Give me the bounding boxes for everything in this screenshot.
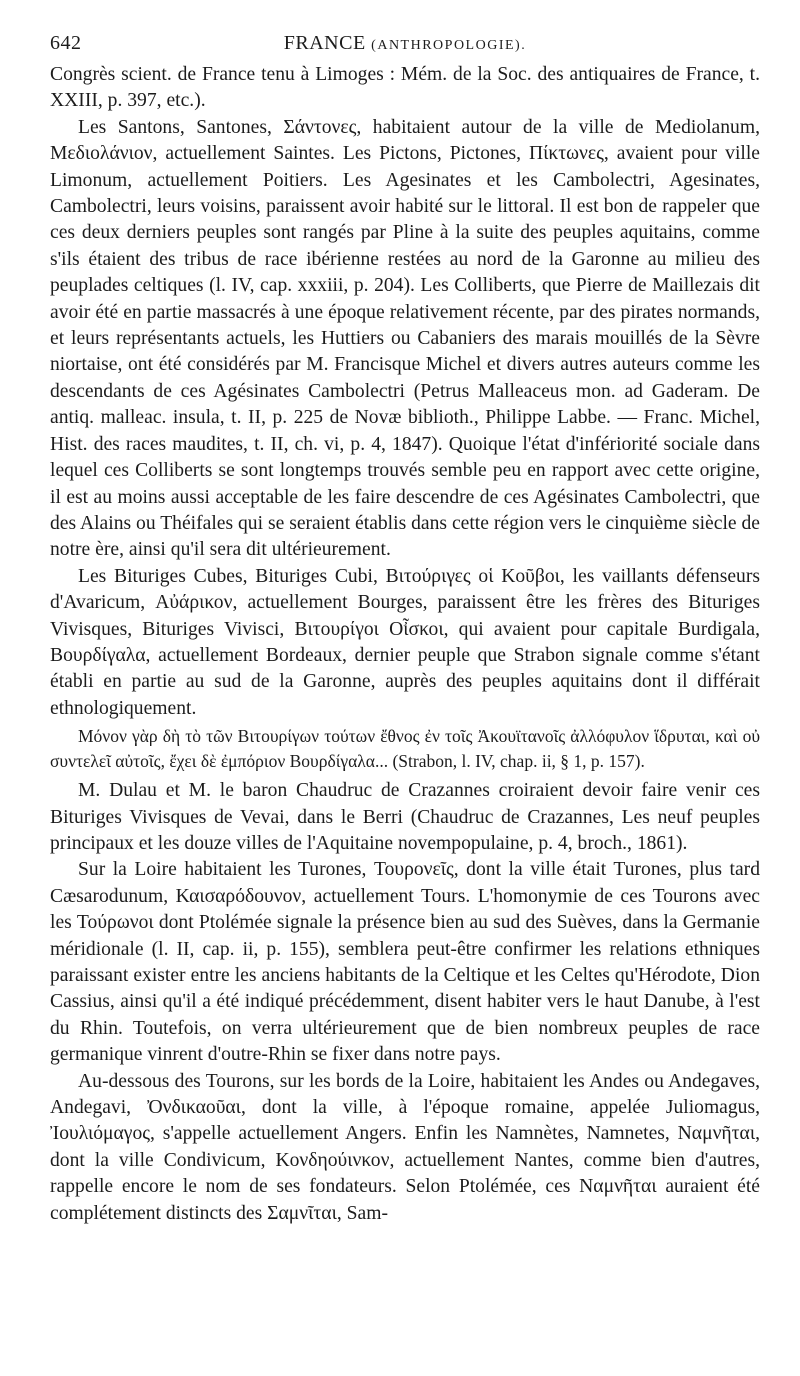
paragraph-bituriges: Les Bituriges Cubes, Bituriges Cubi, Βιτούριγες οἱ Κοῦβοι, les vaillants défenseurs d'Avaricum, Αὐάρικον, actuellement Bourges, paraissent être les frères des Bituriges Vivisques, Bituriges Vivisci, Βιτουρίγοι Οἶσκοι, qui avaient pour capitale Burdigala, Βουρδίγαλα, actuellement Bordeaux, dernier peuple que Strabon signale comme s'étant établi en partie au sud de la Garonne, auprès des peuples aquitains dont il différait ethnologiquement. — [50, 565, 760, 719]
running-title-main: FRANCE — [283, 32, 366, 54]
running-head — [50, 28, 760, 62]
running-title — [50, 32, 760, 55]
page-number: 642 — [50, 32, 82, 54]
paragraph-santons: Les Santons, Santones, Σάντονες, habitaient autour de la ville de Mediolanum, Μεδιολάνιον, actuellement Saintes. Les Pictons, Pictones, Πίκτωνες, avaient pour ville Limonum, actuellement Poitiers. Les Agesinates et les Cambolectri, Agesinates, Cambolectri, leurs voisins, paraissent avoir habité sur le littoral. Il est bon de rappeler que ces deux derniers peuples sont rangés par Pline à la suite des peuples aquitains, comme s'ils étaient des tribus de race ibérienne restées au nord de la Garonne au milieu des peuplades celtiques (l. IV, cap. xxxiii, p. 204). Les Colliberts, que Pierre de Maillezais dit avoir été en partie massacrés à une époque relativement récente, par des pirates normands, et leurs représentants actuels, les Huttiers ou Cabaniers des marais mouillés de la Sèvre niortaise, ont été considérés par M. Francisque Michel et divers autres auteurs comme les descendants de ces Agésinates Cambolectri (Petrus Malleaceus mon. ad Gaderam. De antiq. malleac. insula, t. II, p. 225 de Novæ biblioth., Philippe Labbe. — Franc. Michel, Hist. des races maudites, t. II, ch. vi, p. 4, 1847). Quoique l'état d'infériorité sociale dans lequel ces Colliberts se sont longtemps trouvés semble peu en rapport avec cette origine, il est au moins aussi acceptable de les faire descendre de ces Agésinates Cambolectri, que des Alains ou Théifales qui se seraient établis dans cette région vers le cinquième siècle de notre ère, ainsi qu'il sera dit ultérieurement. — [50, 116, 760, 561]
paragraph-continuation: Congrès scient. de France tenu à Limoges : Mém. de la Soc. des antiquaires de France, t. XXIII, p. 397, etc.). — [50, 64, 760, 112]
greek-quotation: Μόνον γὰρ δὴ τὸ τῶν Βιτουρίγων τούτων ἔθνος ἐν τοῖς Ἀκουϊτανοῖς ἀλλόφυλον ἵδρυται, καὶ οὐ συντελεῖ αὐτοῖς, ἔχει δὲ ἐμπόριον Βουρδίγαλα... (Strabon, l. IV, chap. ii, § 1, p. 157). — [50, 726, 760, 772]
paragraph-andes: Au-dessous des Tourons, sur les bords de la Loire, habitaient les Andes ou Andegaves, Andegavi, Ὀνδικαοῦαι, dont la ville, à l'époque romaine, appelée Juliomagus, Ἰουλιόμαγος, s'appelle actuellement Angers. Enfin les Namnètes, Namnetes, Ναμνῆται, dont la ville Condivicum, Κονδηούινκον, actuellement Nantes, comme bien d'autres, rappelle encore le nom de ses fondateurs. Selon Ptolémée, ces Ναμνῆται auraient été complétement distincts des Σαμνῖται, Sam- — [50, 1070, 760, 1224]
paragraph-turones: Sur la Loire habitaient les Turones, Τουρονεῖς, dont la ville était Turones, plus tard Cæsarodunum, Καισαρόδουνον, actuellement Tours. L'homonymie de ces Tourons avec les Τούρωνοι dont Ptolémée signale la présence bien au sud des Suèves, dans la Germanie méridionale (l. II, cap. ii, p. 155), semblera peut-être confirmer les relations ethniques paraissant exister entre les anciens habitants de la Celtique et les Celtes qu'Hérodote, Dion Cassius, ainsi qu'il a été indiqué précédemment, disent habiter vers le haut Danube, à l'est du Rhin. Toutefois, on verra ultérieurement que de bien nombreux peuples de race germanique vinrent d'outre-Rhin se fixer dans notre pays. — [50, 859, 760, 1066]
paragraph-dulau: M. Dulau et M. le baron Chaudruc de Crazannes croiraient devoir faire venir ces Bituriges Vivisques de Vevai, dans le Berri (Chaudruc de Crazannes, Les neuf peuples principaux et les douze villes de l'Aquitaine novempopulaine, p. 4, broch., 1861). — [50, 780, 760, 854]
running-title-sub: (ANTHROPOLOGIE). — [371, 38, 527, 53]
body-text — [50, 62, 760, 1227]
